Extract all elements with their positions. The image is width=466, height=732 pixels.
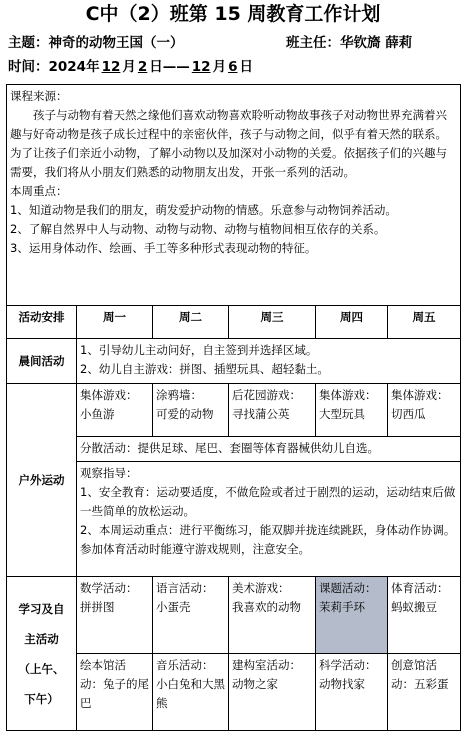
activity-name: 动：五彩蛋 bbox=[391, 677, 449, 691]
game-title: 集体游戏： bbox=[319, 388, 377, 402]
learning-cell bbox=[153, 577, 229, 654]
year: 2024年 bbox=[48, 59, 100, 75]
game-name: 小鱼游 bbox=[80, 407, 115, 421]
activity-title: 音乐活动： bbox=[156, 658, 214, 672]
guide-title: 观察指导： bbox=[80, 466, 138, 480]
day-unit: 日—— bbox=[149, 59, 190, 75]
start-day: 2 bbox=[137, 59, 148, 75]
learning-label-line: （上午、 bbox=[18, 661, 65, 676]
game-name: 可爱的动物 bbox=[156, 407, 214, 421]
activity-title: 体育活动： bbox=[391, 581, 449, 595]
outdoor-scatter: 分散活动：提供足球、尾巴、套圈等体育器械供幼儿自选。 bbox=[77, 437, 461, 462]
outdoor-label: 户外运动 bbox=[7, 384, 77, 577]
activity-name: 动物之家 bbox=[232, 677, 278, 691]
morning-line: 2、幼儿自主游戏：拼图、插塑玩具、超轻黏土。 bbox=[80, 362, 329, 376]
time-label: 时间： bbox=[8, 59, 49, 75]
activity-title: 绘本馆活 bbox=[80, 658, 126, 672]
activity-name: 动物找家 bbox=[319, 677, 365, 691]
learning-cell-highlighted bbox=[316, 577, 388, 654]
game-title: 集体游戏： bbox=[391, 388, 449, 402]
column-header: 活动安排 bbox=[7, 306, 77, 339]
activity-name: 小白兔和大黑熊 bbox=[156, 677, 225, 710]
column-header-row bbox=[7, 306, 461, 339]
day-unit: 日 bbox=[239, 59, 253, 75]
activity-title: 语言活动： bbox=[156, 581, 214, 595]
focus-item: 1、知道动物是我们的朋友，萌发爱护动物的情感。乐意参与动物饲养活动。 bbox=[10, 203, 397, 217]
learning-cell bbox=[77, 654, 153, 731]
learning-cell bbox=[316, 654, 388, 731]
end-month: 12 bbox=[191, 59, 211, 75]
theme-label: 主题： bbox=[8, 35, 49, 51]
plan-table bbox=[6, 84, 461, 731]
learning-label bbox=[7, 577, 77, 731]
month-unit: 月 bbox=[122, 59, 136, 75]
guide-item: 2、本周运动重点：进行平衡练习，能双脚并拢连续跳跃，身体动作协调。参加体育活动时能遵守游戏规则，注意安全。 bbox=[80, 523, 456, 556]
activity-title: 课题活动： bbox=[319, 581, 377, 595]
learning-label-line: 学习及自 bbox=[18, 601, 65, 616]
learning-label-line: 下午） bbox=[24, 691, 59, 706]
activity-name: 拼拼图 bbox=[80, 600, 115, 614]
outdoor-game-cell bbox=[316, 384, 388, 437]
column-header: 周五 bbox=[388, 306, 461, 339]
column-header: 周二 bbox=[153, 306, 229, 339]
theme-line bbox=[8, 32, 184, 54]
focus-item: 2、了解自然界中人与动物、动物与动物、动物与植物间相互依存的关系。 bbox=[10, 222, 386, 236]
activity-title: 数学活动： bbox=[80, 581, 138, 595]
activity-name: 动：兔子的尾巴 bbox=[80, 677, 149, 710]
outdoor-guide bbox=[77, 462, 461, 577]
morning-content bbox=[77, 339, 461, 384]
game-name: 切西瓜 bbox=[391, 407, 426, 421]
game-title: 涂鸦墙： bbox=[156, 388, 202, 402]
activity-title: 建构室活动： bbox=[232, 658, 301, 672]
activity-title: 美术游戏： bbox=[232, 581, 290, 595]
teacher-value: 华钦旖 薛莉 bbox=[340, 35, 413, 51]
source-title: 课程来源： bbox=[10, 89, 68, 103]
month-unit: 月 bbox=[212, 59, 227, 75]
learning-cell bbox=[229, 577, 316, 654]
teacher-line bbox=[286, 32, 412, 54]
outdoor-game-cell bbox=[77, 384, 153, 437]
game-name: 大型玩具 bbox=[319, 407, 365, 421]
column-header: 周四 bbox=[316, 306, 388, 339]
outdoor-game-cell bbox=[388, 384, 461, 437]
activity-name: 蚂蚁搬豆 bbox=[391, 600, 437, 614]
outdoor-game-cell bbox=[153, 384, 229, 437]
outdoor-games-row bbox=[7, 384, 461, 437]
activity-title: 创意馆活 bbox=[391, 658, 437, 672]
guide-item: 1、安全教育：运动要适度，不做危险或者过于剧烈的运动，运动结束后做一些简单的放松运动。 bbox=[80, 485, 456, 518]
source-text: 孩子与动物有着天然之缘他们喜欢动物喜欢聆听动物故事孩子对动物世界充满着兴趣与好奇动物是孩子成长过程中的亲密伙伴，孩子与动物之间，似乎有着天然的联系。为了让孩子们亲近小动物，了解小动物以及加深对小动物的关爱。依据孩子们的兴趣与需要，我们将从小朋友们熟悉的动物朋友出发，开张一系列的活动。 bbox=[10, 108, 447, 179]
learning-row-1 bbox=[7, 577, 461, 654]
learning-label-line: 主活动 bbox=[24, 631, 59, 646]
activity-name: 茉莉手环 bbox=[319, 600, 365, 614]
activity-title: 科学活动： bbox=[319, 658, 377, 672]
teacher-label: 班主任： bbox=[286, 35, 340, 51]
morning-line: 1、引导幼儿主动问好，自主签到并选择区域。 bbox=[80, 343, 318, 357]
learning-cell bbox=[388, 654, 461, 731]
start-month: 12 bbox=[101, 59, 121, 75]
learning-cell bbox=[77, 577, 153, 654]
end-day: 6 bbox=[228, 59, 238, 75]
column-header: 周三 bbox=[229, 306, 316, 339]
game-name: 寻找蒲公英 bbox=[232, 407, 290, 421]
intro-cell bbox=[7, 85, 461, 306]
theme-value: 神奇的动物王国（一） bbox=[48, 35, 184, 51]
activity-name: 我喜欢的动物 bbox=[232, 600, 301, 614]
column-header: 周一 bbox=[77, 306, 153, 339]
morning-row bbox=[7, 339, 461, 384]
page-title: C中（2）班第 15 周教育工作计划 bbox=[85, 3, 381, 25]
learning-cell bbox=[153, 654, 229, 731]
learning-cell bbox=[229, 654, 316, 731]
morning-label: 晨间活动 bbox=[7, 339, 77, 384]
game-title: 集体游戏： bbox=[80, 388, 138, 402]
activity-name: 小蛋壳 bbox=[156, 600, 191, 614]
learning-cell bbox=[388, 577, 461, 654]
game-title: 后花园游戏： bbox=[232, 388, 301, 402]
focus-title: 本周重点： bbox=[10, 184, 68, 198]
outdoor-game-cell bbox=[229, 384, 316, 437]
time-line bbox=[8, 56, 253, 78]
focus-item: 3、运用身体动作、绘画、手工等多种形式表现动物的特征。 bbox=[10, 241, 317, 255]
